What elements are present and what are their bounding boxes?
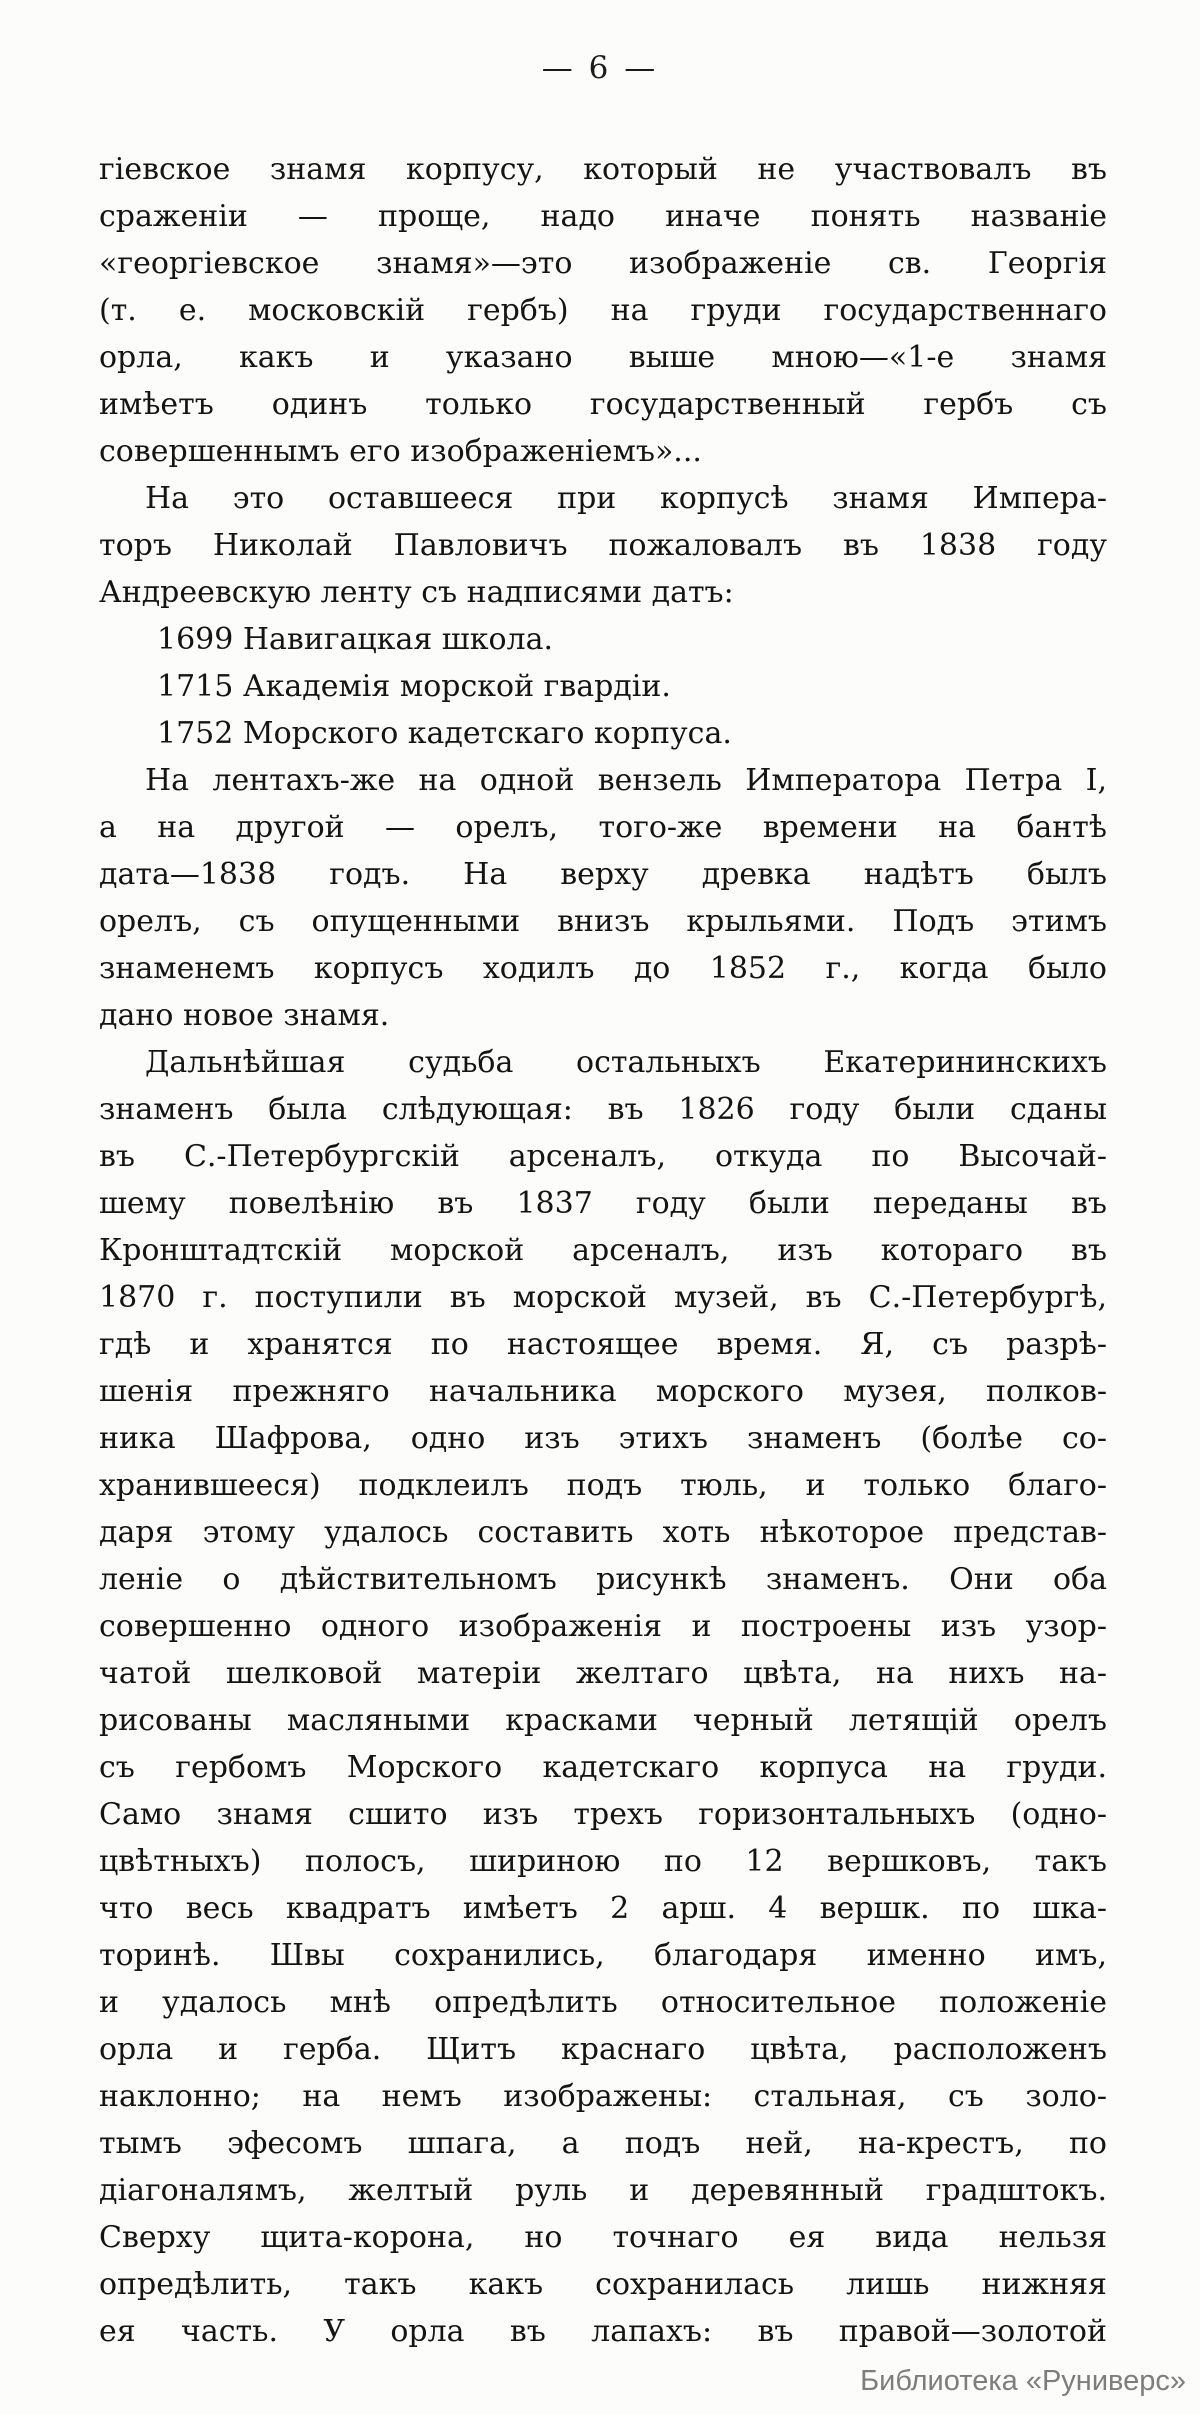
text-line: гдѣ и хранятся по настоящее время. Я, съ разрѣ-	[99, 1327, 1107, 1362]
text-line: опредѣлить, такъ какъ сохранилась лишь нижняя	[99, 2267, 1107, 2302]
text-line: Дальнѣйшая судьба остальныхъ Екатерининскихъ	[145, 1045, 1107, 1080]
text-line: Сверху щита-корона, но точнаго ея вида нельзя	[99, 2220, 1107, 2255]
date-list-line: 1715 Академія морской гвардіи.	[157, 669, 671, 704]
text-line: «георгіевское знамя»—это изображеніе св. Георгія	[99, 246, 1107, 281]
text-line: торъ Николай Павловичъ пожаловалъ въ 1838 году	[99, 528, 1107, 563]
text-line: хранившееся) подклеилъ подъ тюль, и только благо-	[99, 1468, 1107, 1503]
text-line: діагоналямъ, желтый руль и деревянный градштокъ.	[99, 2173, 1107, 2208]
text-line: дата—1838 годъ. На верху древка надѣтъ былъ	[99, 857, 1107, 892]
text-line: леніе о дѣйствительномъ рисункѣ знаменъ. Они оба	[99, 1562, 1107, 1597]
date-list-line: 1699 Навигацкая школа.	[157, 622, 553, 657]
text-line: орелъ, съ опущенными внизъ крыльями. Подъ этимъ	[99, 904, 1107, 939]
text-line: (т. е. московскій гербъ) на груди государственнаго	[99, 293, 1107, 328]
text-line: ника Шафрова, одно изъ этихъ знаменъ (болѣе со-	[99, 1421, 1107, 1456]
text-line: ея часть. У орла въ лапахъ: въ правой—золотой	[99, 2314, 1107, 2349]
text-line: а на другой — орелъ, того-же времени на бантѣ	[99, 810, 1107, 845]
text-line: На это оставшееся при корпусѣ знамя Импера-	[145, 481, 1107, 516]
text-line: Андреевскую ленту съ надписями датъ:	[99, 575, 734, 610]
text-line: орла и герба. Щитъ краснаго цвѣта, расположенъ	[99, 2032, 1107, 2067]
text-line: 1870 г. поступили въ морской музей, въ С.-Петербургѣ,	[99, 1280, 1107, 1315]
text-line: что весь квадратъ имѣетъ 2 арш. 4 вершк. по шка-	[99, 1891, 1107, 1926]
text-line: даря этому удалось составить хоть нѣкоторое представ-	[99, 1515, 1107, 1550]
text-line: совершенно одного изображенія и построены изъ узор-	[99, 1609, 1107, 1644]
text-line: рисованы масляными красками черный летящій орелъ	[99, 1703, 1107, 1738]
text-line: съ гербомъ Морского кадетскаго корпуса на груди.	[99, 1750, 1107, 1785]
text-line: Кронштадтскій морской арсеналъ, изъ котораго въ	[99, 1233, 1107, 1268]
text-line: въ С.-Петербургскій арсеналъ, откуда по Высочай-	[99, 1139, 1107, 1174]
text-line: Само знамя сшито изъ трехъ горизонтальныхъ (одно-	[99, 1797, 1107, 1832]
text-line: сраженіи — проще, надо иначе понять названіе	[99, 199, 1107, 234]
text-line: тымъ эфесомъ шпага, а подъ ней, на-крестъ, по	[99, 2126, 1107, 2161]
page-number: — 6 —	[541, 50, 659, 86]
text-line: гіевское знамя корпусу, который не участвовалъ въ	[99, 152, 1107, 187]
text-line: шенія прежняго начальника морского музея, полков-	[99, 1374, 1107, 1409]
date-list-line: 1752 Морского кадетскаго корпуса.	[157, 716, 732, 751]
text-line: чатой шелковой матеріи желтаго цвѣта, на нихъ на-	[99, 1656, 1107, 1691]
text-line: орла, какъ и указано выше мною—«1-е знамя	[99, 340, 1107, 375]
text-line: На лентахъ-же на одной вензель Императора Петра I,	[145, 763, 1107, 798]
page-body	[99, 146, 1107, 2355]
text-line: знаменъ была слѣдующая: въ 1826 году были сданы	[99, 1092, 1107, 1127]
text-line: имѣетъ одинъ только государственный гербъ съ	[99, 387, 1107, 422]
text-line: дано новое знамя.	[99, 998, 390, 1033]
text-line: знаменемъ корпусъ ходилъ до 1852 г., когда было	[99, 951, 1107, 986]
text-line: цвѣтныхъ) полосъ, шириною по 12 вершковъ, такъ	[99, 1844, 1107, 1879]
text-line: совершеннымъ его изображеніемъ»...	[99, 434, 702, 469]
text-line: и удалось мнѣ опредѣлить относительное положеніе	[99, 1985, 1107, 2020]
library-watermark: Библиотека «Руниверс»	[860, 2365, 1186, 2397]
text-line: шему повелѣнію въ 1837 году были переданы въ	[99, 1186, 1107, 1221]
text-line: наклонно; на немъ изображены: стальная, съ золо-	[99, 2079, 1107, 2114]
text-line: торинѣ. Швы сохранились, благодаря именно имъ,	[99, 1938, 1107, 1973]
